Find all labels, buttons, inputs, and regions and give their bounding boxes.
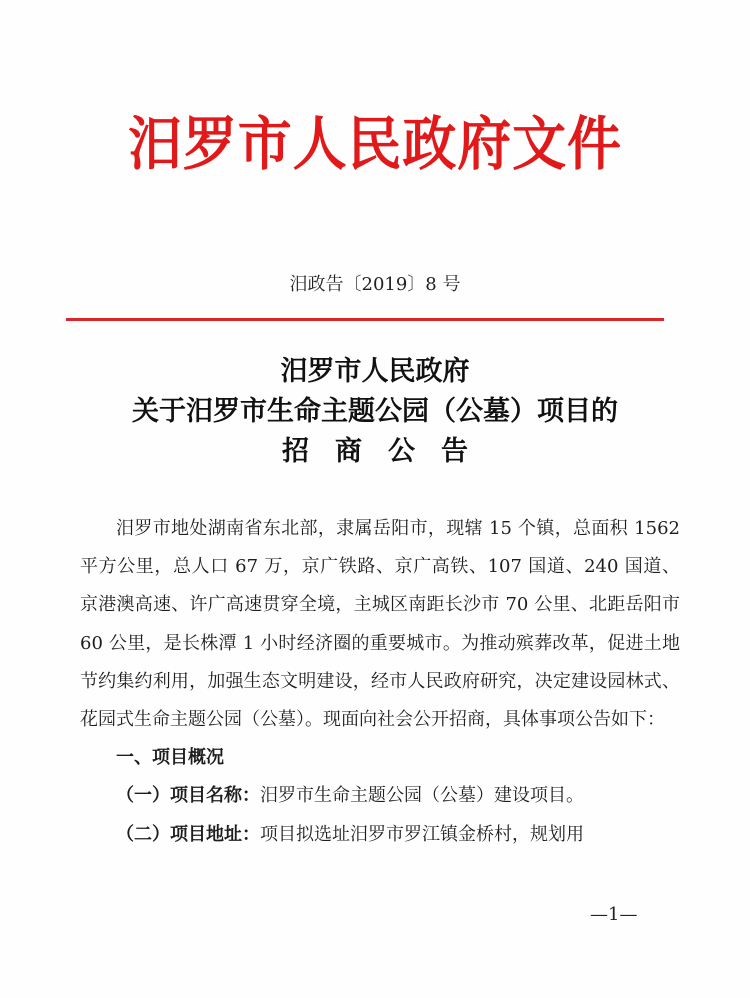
intro-paragraph: 汨罗市地处湖南省东北部，隶属岳阳市，现辖 15 个镇，总面积 1562 平方公里，总人口 67 万，京广铁路、京广高铁、107 国道、240 国道、京港澳高速、许广高速贯穿全境，主城区南距长沙市 70 公里、北距岳阳市 60 公里，是长株潭 1 小时经济圈的重要城市。为推动殡葬改革，促进土地节约集约利用，加强生态文明建设，经市人民政府研究，决定建设园林式、花园式生命主题公园（公墓）。现面向社会公开招商，具体事项公告如下： <box>80 518 680 731</box>
title-line-3: 招商公告 <box>282 436 494 467</box>
section-heading: 一、项目概况 <box>116 747 224 769</box>
project-address-text: 项目拟选址汨罗市罗江镇金桥村，规划用 <box>260 823 584 845</box>
project-name-label: （一）项目名称： <box>116 785 260 807</box>
page-number: —1— <box>590 904 638 925</box>
project-name-text: 汨罗市生命主题公园（公墓）建设项目。 <box>260 785 584 807</box>
title-line-2: 关于汨罗市生命主题公园（公墓）项目的 <box>132 396 618 427</box>
project-name-item <box>80 777 680 815</box>
document-number: 汨政告〔2019〕8 号 <box>289 274 461 295</box>
red-divider-line <box>66 318 664 321</box>
project-address-label: （二）项目地址： <box>116 823 260 845</box>
title-line-1: 汨罗市人民政府 <box>280 356 470 387</box>
project-address-item <box>80 816 680 854</box>
document-body <box>80 510 680 854</box>
document-title <box>0 352 750 472</box>
masthead: 汨罗市人民政府文件 <box>128 110 622 178</box>
